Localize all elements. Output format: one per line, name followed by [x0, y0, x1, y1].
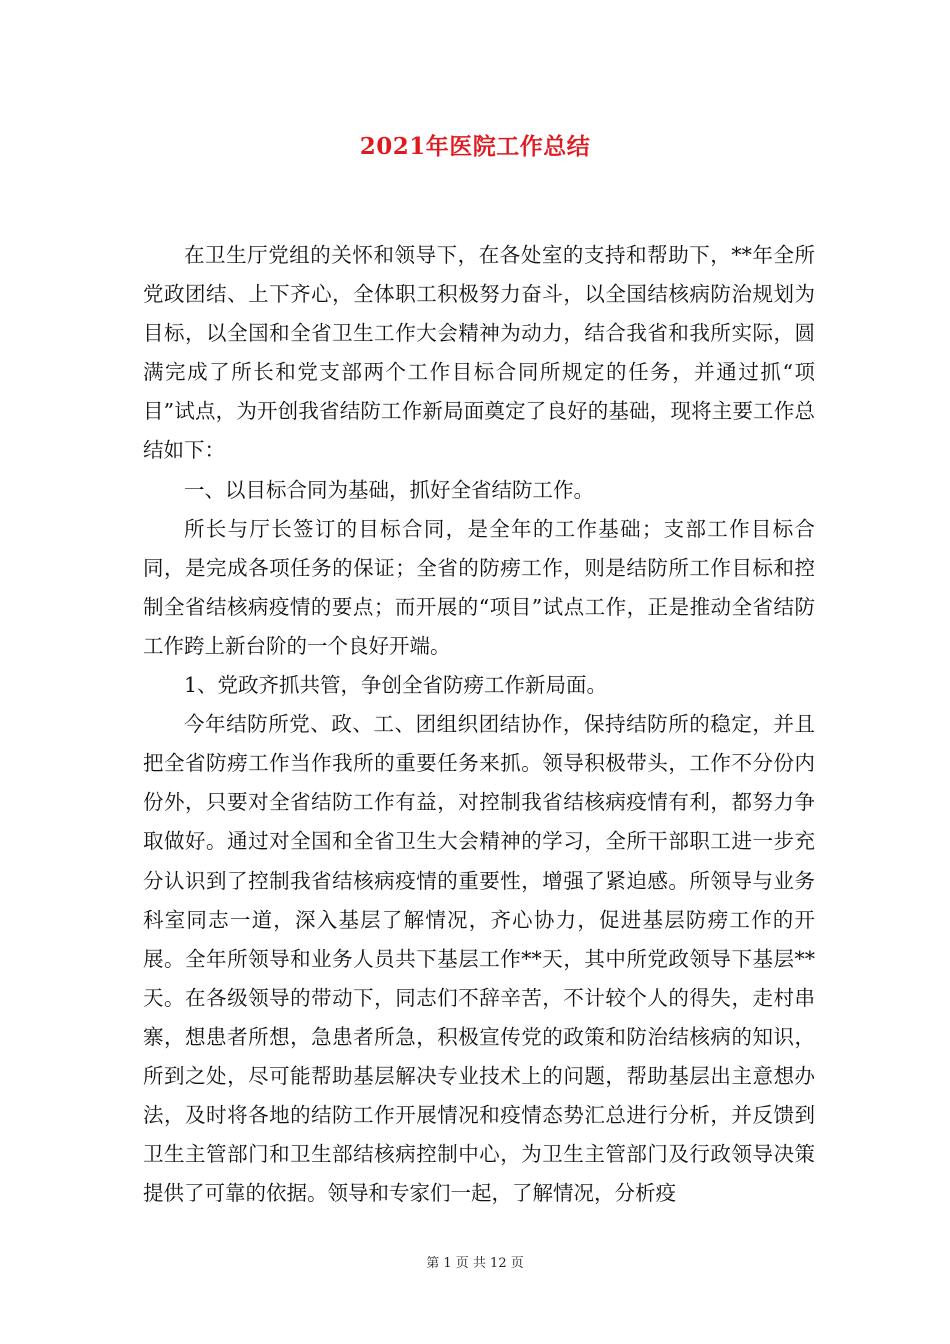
subsection-heading-1: 1、党政齐抓共管，争创全省防痨工作新局面。: [184, 673, 608, 698]
paragraph-party-government: 今年结防所党、政、工、团组织团结协作，保持结防所的稳定，并且把全省防痨工作当作我所的重要任务来抓。领导积极带头，工作不分份内份外，只要对全省结防工作有益，对控制我省结核病疫情有利，都努力争取做好。通过对全国和全省卫生大会精神的学习，全所干部职工进一步充分认识到了控制我省结核病疫情的重要性，增强了紧迫感。所领导与业务科室同志一道，深入基层了解情况，齐心协力，促进基层防痨工作的开展。全年所领导和业务人员共下基层工作**天，其中所党政领导下基层**天。在各级领导的带动下，同志们不辞辛苦，不计较个人的得失，走村串寨，想患者所想，急患者所急，积极宣传党的政策和防治结核病的知识，所到之处，尽可能帮助基层解决专业技术上的问题，帮助基层出主意想办法，及时将各地的结防工作开展情况和疫情态势汇总进行分析，并反馈到卫生主管部门和卫生部结核病控制中心，为卫生主管部门及行政领导决策提供了可靠的依据。领导和专家们一起，了解情况，分析疫: [143, 712, 815, 1206]
paragraph-intro: 在卫生厅党组的关怀和领导下，在各处室的支持和帮助下，**年全所党政团结、上下齐心，全体职工积极努力奋斗，以全国结核病防治规划为目标，以全国和全省卫生工作大会精神为动力，结合我省和我所实际，圆满完成了所长和党支部两个工作目标合同所规定的任务，并通过抓“项目”试点，为开创我省结防工作新局面奠定了良好的基础，现将主要工作总结如下：: [143, 243, 815, 463]
paragraph-target-contract: 所长与厅长签订的目标合同，是全年的工作基础；支部工作目标合同，是完成各项任务的保证；全省的防痨工作，则是结防所工作目标和控制全省结核病疫情的要点；而开展的“项目”试点工作，正是推动全省结防工作跨上新台阶的一个良好开端。: [143, 516, 815, 658]
document-title: 2021年医院工作总结: [359, 133, 591, 160]
page-number-footer: 第 1 页 共 12 页: [426, 1256, 524, 1271]
document-body: [143, 236, 815, 1213]
section-heading-1: 一、以目标合同为基础，抓好全省结防工作。: [184, 477, 594, 502]
